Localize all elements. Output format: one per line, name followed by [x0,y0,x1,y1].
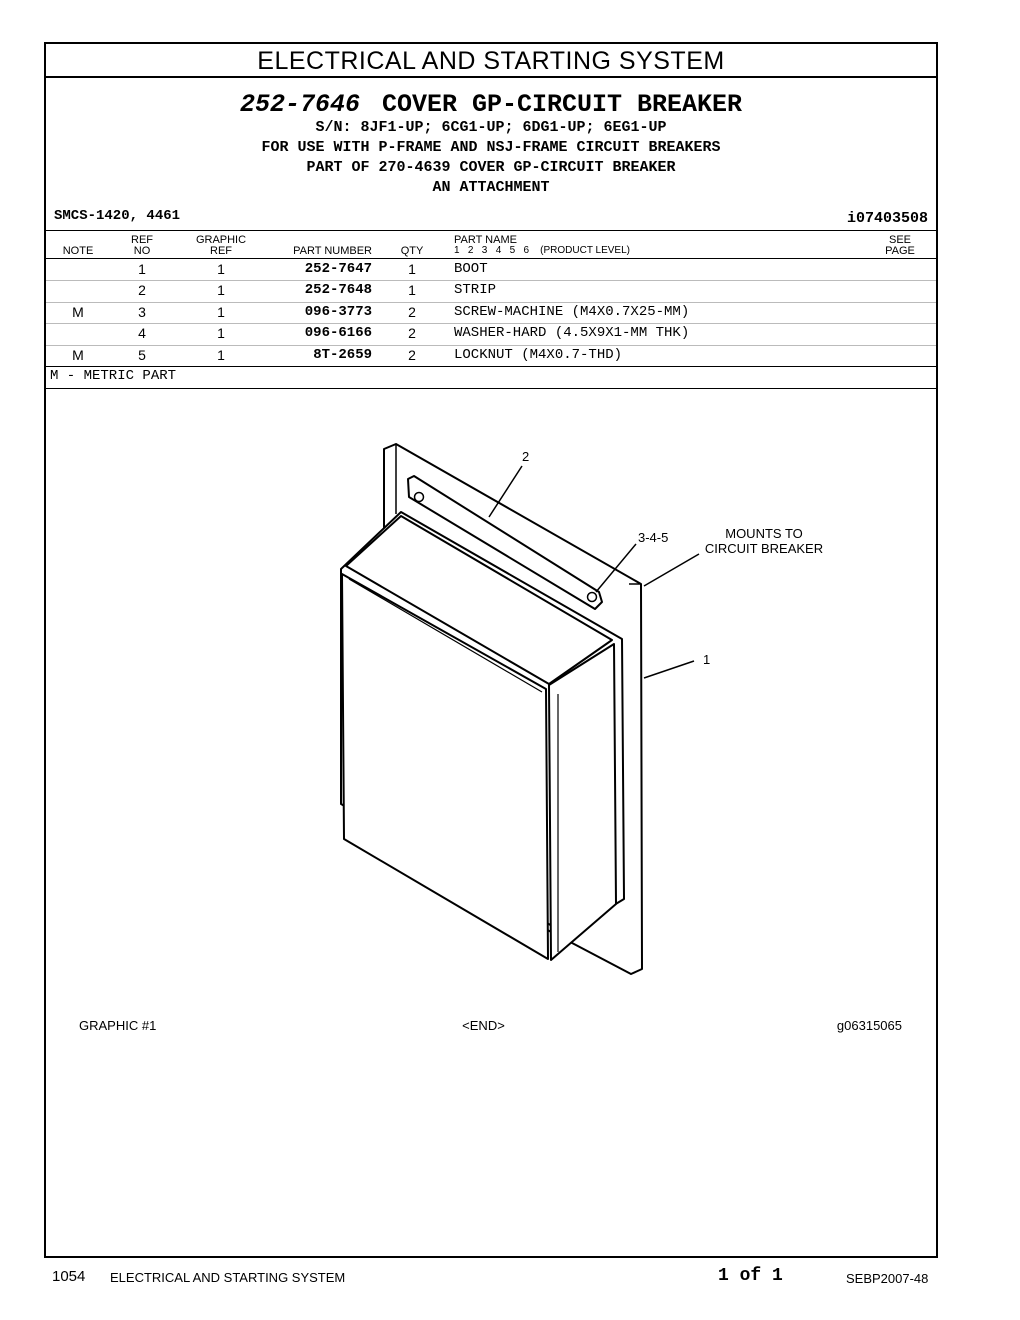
row-ref: 2 [138,282,146,298]
row-graphic: 1 [217,325,225,341]
callout-3-4-5: 3-4-5 [638,530,669,545]
row-part-number: 252-7647 [304,261,372,277]
graphic-caption-end: <END> [462,1018,505,1033]
usage-note: FOR USE WITH P-FRAME AND NSJ-FRAME CIRCUIT BREAKERS [261,139,721,156]
row-part-name: SCREW-MACHINE (M4X0.7X25-MM) [454,304,690,320]
row-part-name: STRIP [454,282,497,298]
graphic-id: g06315065 [836,1018,902,1033]
metric-part-note: M - METRIC PART [50,368,177,384]
col-product-levels: 1 2 3 4 5 6 (PRODUCT LEVEL) [454,245,630,256]
row-part-number: 096-6166 [304,325,372,341]
row-note: M [72,304,84,320]
row-qty: 2 [408,325,416,341]
part-of-note: PART OF 270-4639 COVER GP-CIRCUIT BREAKER [306,159,676,176]
row-part-name: WASHER-HARD (4.5X9X1-MM THK) [454,325,690,341]
row-qty: 2 [408,347,416,363]
row-qty: 2 [408,304,416,320]
circuit-breaker-cover-drawing [46,44,936,1256]
col-part-number: PART NUMBER [293,245,372,257]
footer-page-of: 1 of 1 [718,1266,783,1286]
row-ref: 3 [138,304,146,320]
row-part-number: 252-7648 [304,282,372,298]
footer-page-number: 1054 [52,1268,86,1285]
footer-doc-id: SEBP2007-48 [846,1271,929,1286]
row-note: M [72,347,84,363]
row-part-number: 8T-2659 [313,347,372,363]
callout-1: 1 [703,652,711,667]
row-ref: 4 [138,325,146,341]
col-see-top: SEE [888,234,911,246]
col-graphic-top: GRAPHIC [195,234,247,246]
col-see-bottom: PAGE [885,245,915,257]
assembly-part-number: 252-7646 [239,90,360,119]
row-graphic: 1 [217,282,225,298]
serial-numbers: S/N: 8JF1-UP; 6CG1-UP; 6DG1-UP; 6EG1-UP [315,119,667,136]
row-qty: 1 [408,282,416,298]
footer-section: ELECTRICAL AND STARTING SYSTEM [110,1270,346,1285]
row-ref: 5 [138,347,146,363]
row-ref: 1 [138,261,146,277]
col-ref-top: REF [131,234,153,246]
section-title: ELECTRICAL AND STARTING SYSTEM [46,44,936,78]
graphic-caption-left: GRAPHIC #1 [79,1018,157,1033]
mounts-to-label-2: CIRCUIT BREAKER [704,541,824,556]
col-graphic-bottom: REF [210,245,232,257]
row-part-name: LOCKNUT (M4X0.7-THD) [454,347,623,363]
row-qty: 1 [408,261,416,277]
col-part-name: PART NAME [454,234,517,246]
smcs-code: SMCS-1420, 4461 [54,208,181,224]
col-ref-bottom: NO [133,245,151,257]
row-graphic: 1 [217,304,225,320]
attachment-note: AN ATTACHMENT [432,179,550,196]
mounts-to-label-1: MOUNTS TO [725,526,803,541]
assembly-part-name: COVER GP-CIRCUIT BREAKER [381,90,743,119]
row-part-number: 096-3773 [304,304,372,320]
col-qty: QTY [400,245,424,257]
illustration-id: i07403508 [846,210,928,227]
col-note: NOTE [62,245,94,257]
row-graphic: 1 [217,261,225,277]
row-part-name: BOOT [454,261,488,277]
row-graphic: 1 [217,347,225,363]
callout-2: 2 [522,449,530,464]
page-frame [44,42,938,1258]
